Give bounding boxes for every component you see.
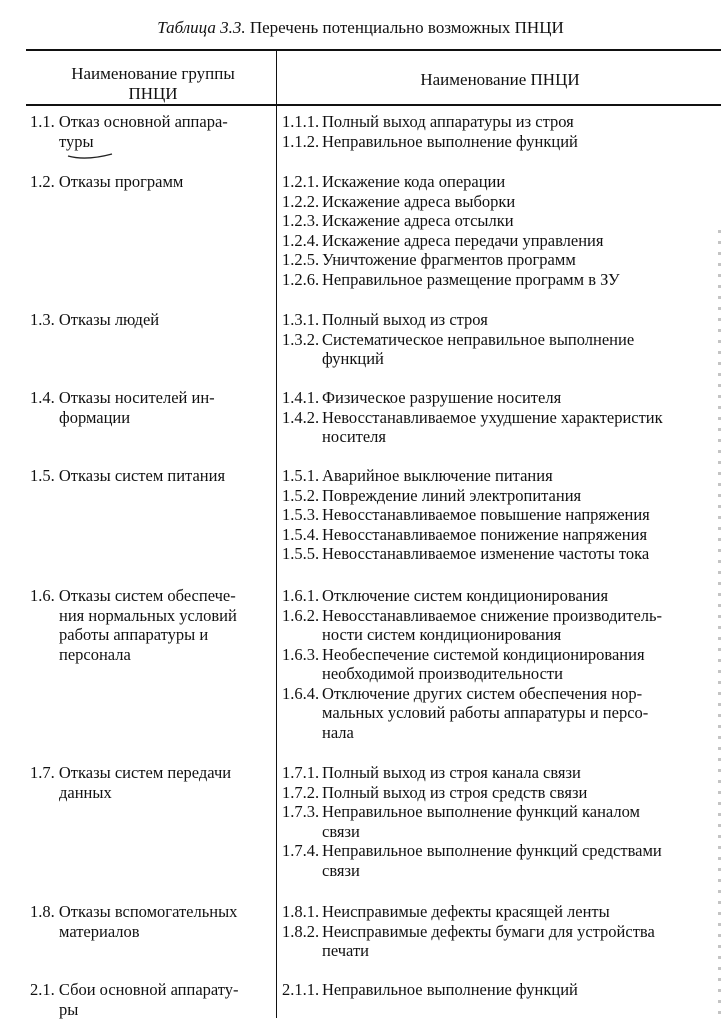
item-text [322,466,721,486]
item-text-line: Невосстанавливаемое изменение частоты тока [322,544,650,563]
list-item [282,408,721,447]
item-text [322,606,721,645]
item-text-line: Неисправимые дефекты красящей ленты [322,902,610,921]
item-text [322,544,721,564]
item-number: 1.3.2. [282,329,320,349]
item-text [322,408,721,447]
item-text-line: Неправильное выполнение функций [322,980,578,999]
item-number: 1.6.4. [282,683,320,703]
item-text [322,486,721,506]
item-number: 1.8.2. [282,921,320,941]
group-name-line: 1.5. Отказы систем питания [30,466,226,485]
group-name-line: 2.1. Сбои основной аппарату- [30,980,239,999]
group-name [30,902,270,941]
item-text [322,211,721,231]
item-text-line: Искажение кода операции [322,172,506,191]
item-text-line: Неисправимые дефекты бумаги для устройства [322,921,655,941]
list-item [282,211,721,231]
item-text [322,922,721,961]
group-name [30,310,270,330]
item-text-line: связи [322,860,360,880]
group-name-line: 1.8. Отказы вспомогательных [30,902,238,921]
item-number: 1.7.4. [282,841,320,860]
underline-mark [66,150,116,162]
item-text [322,250,721,270]
item-list [282,586,721,742]
item-number: 1.2.1. [282,172,320,191]
item-number: 1.2.4. [282,230,320,250]
item-text [322,841,721,880]
item-number: 1.7.1. [282,763,320,782]
item-number: 1.5.5. [282,544,320,563]
item-text-line: Уничтожение фрагментов программ [322,250,576,269]
item-number: 1.4.1. [282,388,320,407]
group-name-line: персонала [59,644,131,664]
item-text-line: Систематическое неправильное выполнение [322,329,635,349]
item-number: 1.2.5. [282,250,320,269]
item-number: 1.8.1. [282,902,320,921]
item-number: 1.3.1. [282,310,320,329]
group-name-line: 1.6. Отказы систем обеспече- [30,586,236,605]
group-name-line: туры [59,131,94,151]
item-text [322,525,721,545]
item-text [322,684,721,743]
item-text [322,783,721,803]
item-text-line: Неправильное выполнение функций средствами [322,841,662,860]
item-number: 1.6.3. [282,644,320,664]
item-text-line: Невосстанавливаемое снижение производитель- [322,605,663,625]
item-text [322,172,721,192]
item-number: 1.4.2. [282,407,320,427]
group-name [30,388,270,427]
item-text [322,310,721,330]
list-item [282,841,721,880]
group-name [30,980,270,1019]
list-item [282,525,721,545]
item-text-line: Отключение систем кондиционирования [322,586,609,605]
group-name [30,466,270,486]
item-text-line: связи [322,821,360,841]
caption-label: Таблица 3.3. [157,18,246,37]
item-text [322,231,721,251]
item-number: 1.6.1. [282,586,320,605]
item-text-line: Полный выход из строя [322,310,488,329]
item-text-line: Необеспечение системой кондиционирования [322,644,645,664]
item-list [282,172,721,289]
item-text [322,763,721,783]
item-text-line: необходимой производительности [322,664,563,683]
item-list [282,466,721,564]
list-item [282,763,721,783]
item-number: 1.1.2. [282,131,320,151]
list-item [282,310,721,330]
group-name-line: 1.3. Отказы людей [30,310,160,329]
item-list [282,310,721,369]
item-text-line: Полный выход из строя средств связи [322,782,588,802]
item-number: 1.5.3. [282,505,320,524]
item-text [322,192,721,212]
header-group-line: ПНЦИ [128,84,178,103]
item-text-line: Аварийное выключение питания [322,466,553,485]
group-name-line: 1.2. Отказы программ [30,172,184,191]
list-item [282,505,721,525]
item-number: 1.5.4. [282,524,320,544]
item-text-line: Искажение адреса отсылки [322,211,514,230]
item-number: 1.7.2. [282,782,320,802]
list-item [282,544,721,564]
group-name-line: 1.4. Отказы носителей ин- [30,388,215,407]
item-text-line: Неправильное выполнение функций [322,131,578,151]
item-text-line: Неправильное выполнение функций каналом [322,802,640,821]
item-text-line: Повреждение линий электропитания [322,485,582,505]
item-text [322,902,721,922]
group-name-line: формации [59,407,131,427]
item-text-line: Неправильное размещение программ в ЗУ [322,269,620,289]
item-text-line: Искажение адреса передачи управления [322,230,604,250]
item-text-line: Полный выход аппаратуры из строя [322,112,574,131]
item-text-line: печати [322,941,369,960]
group-name [30,763,270,802]
group-name [30,172,270,192]
list-item [282,486,721,506]
item-text-line: функций [322,349,384,368]
item-text-line: Невосстанавливаемое ухудшение характеристик [322,407,663,427]
item-text-line: Невосстанавливаемое понижение напряжения [322,524,648,544]
item-text [322,980,721,1000]
item-text [322,388,721,408]
list-item [282,586,721,606]
list-item [282,783,721,803]
list-item [282,645,721,684]
item-text [322,645,721,684]
item-text [322,112,721,132]
item-number: 1.2.3. [282,211,320,230]
item-text [322,330,721,369]
group-name-line: материалов [59,921,140,941]
list-item [282,132,721,152]
item-number: 1.2.6. [282,269,320,289]
item-list [282,388,721,447]
list-item [282,231,721,251]
list-item [282,388,721,408]
item-number: 1.6.2. [282,605,320,625]
list-item [282,112,721,132]
item-text-line: Отключение других систем обеспечения нор- [322,683,643,703]
group-name [30,586,270,664]
item-text-line: нала [322,722,354,742]
item-text-line: Невосстанавливаемое повышение напряжения [322,505,650,524]
item-list [282,980,721,1000]
item-number: 1.7.3. [282,802,320,821]
item-text-line: Искажение адреса выборки [322,191,516,211]
group-name-line: ния нормальных условий [59,605,237,625]
header-item-name: Наименование ПНЦИ [420,70,580,89]
list-item [282,466,721,486]
item-text-line: носителя [322,427,387,446]
item-text [322,505,721,525]
item-list [282,902,721,961]
item-text [322,132,721,152]
item-number: 1.1.1. [282,112,320,131]
item-number: 1.2.2. [282,191,320,211]
group-name-line: данных [59,782,112,802]
list-item [282,330,721,369]
list-item [282,980,721,1000]
caption-text: Перечень потенциально возможных ПНЦИ [249,18,564,37]
group-name [30,112,270,151]
item-text [322,586,721,606]
item-text-line: Физическое разрушение носителя [322,388,562,407]
list-item [282,606,721,645]
group-name-line: работы аппаратуры и [59,625,209,644]
list-item [282,902,721,922]
group-name-line: 1.1. Отказ основной аппара- [30,112,228,131]
item-list [282,112,721,151]
group-name-line: 1.7. Отказы систем передачи [30,763,232,782]
group-name-line: ры [59,999,79,1019]
list-item [282,270,721,290]
item-number: 2.1.1. [282,980,320,999]
item-text [322,270,721,290]
item-text-line: ности систем кондиционирования [322,625,562,644]
item-text [322,802,721,841]
header-group-line: Наименование группы [71,64,235,83]
item-number: 1.5.2. [282,485,320,505]
list-item [282,802,721,841]
list-item [282,684,721,743]
list-item [282,192,721,212]
item-text-line: Полный выход из строя канала связи [322,763,581,782]
item-list [282,763,721,880]
list-item [282,172,721,192]
item-number: 1.5.1. [282,466,320,485]
list-item [282,250,721,270]
list-item [282,922,721,961]
item-text-line: мальных условий работы аппаратуры и персо- [322,703,649,722]
